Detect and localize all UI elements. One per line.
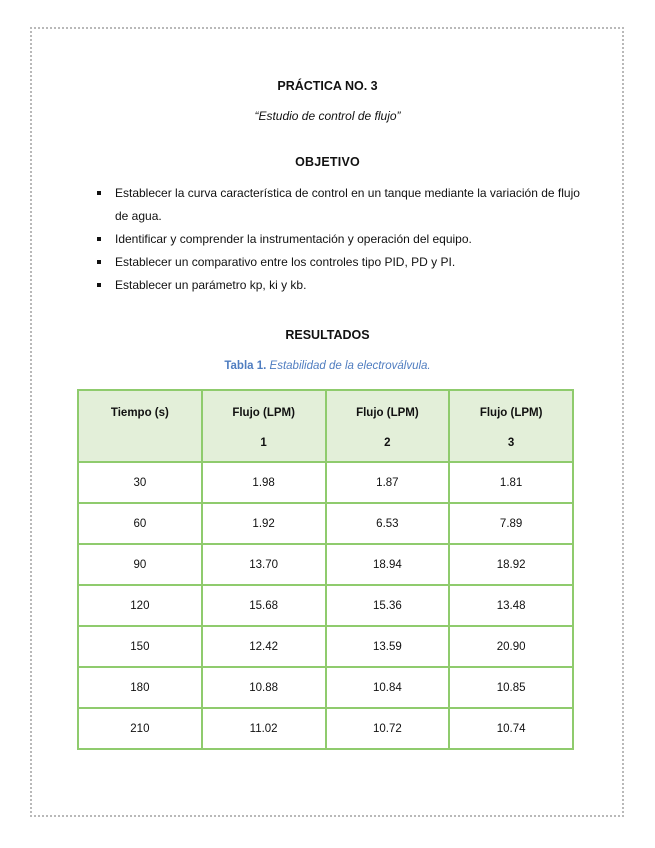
table-cell: 11.02 bbox=[202, 708, 326, 749]
table-cell: 15.68 bbox=[202, 585, 326, 626]
table-cell: 13.70 bbox=[202, 544, 326, 585]
table-cell: 18.94 bbox=[326, 544, 450, 585]
table-cell: 10.74 bbox=[449, 708, 573, 749]
practice-subtitle: “Estudio de control de flujo” bbox=[254, 109, 401, 123]
table-row bbox=[78, 708, 573, 749]
objective-heading: OBJETIVO bbox=[295, 155, 360, 169]
caption-text: Estabilidad de la electroválvula. bbox=[269, 360, 431, 372]
table-cell: 1.81 bbox=[449, 462, 573, 503]
table-cell: 18.92 bbox=[449, 544, 573, 585]
table-cell: 10.88 bbox=[202, 667, 326, 708]
table-cell: 90 bbox=[78, 544, 202, 585]
table-row bbox=[78, 667, 573, 708]
table-header-row bbox=[78, 390, 573, 462]
table-cell: 180 bbox=[78, 667, 202, 708]
objective-item: Establecer un parámetro kp, ki y kb. bbox=[96, 274, 586, 297]
table-cell: 1.87 bbox=[326, 462, 450, 503]
table-cell: 30 bbox=[78, 462, 202, 503]
results-table bbox=[77, 389, 574, 750]
table-cell: 1.98 bbox=[202, 462, 326, 503]
objective-item: Identificar y comprender la instrumentación y operación del equipo. bbox=[96, 228, 586, 251]
table-row bbox=[78, 544, 573, 585]
table-cell: 120 bbox=[78, 585, 202, 626]
table-row bbox=[78, 503, 573, 544]
header-cell: Flujo (LPM) 1 bbox=[202, 390, 326, 462]
objective-item: Establecer un comparativo entre los controles tipo PID, PD y PI. bbox=[96, 251, 586, 274]
table-cell: 13.59 bbox=[326, 626, 450, 667]
table-cell: 10.84 bbox=[326, 667, 450, 708]
table-row bbox=[78, 585, 573, 626]
table-row bbox=[78, 462, 573, 503]
objectives-list bbox=[96, 182, 586, 297]
table-cell: 13.48 bbox=[449, 585, 573, 626]
header-cell: Flujo (LPM) 3 bbox=[449, 390, 573, 462]
table-cell: 10.85 bbox=[449, 667, 573, 708]
table-row bbox=[78, 626, 573, 667]
table-cell: 10.72 bbox=[326, 708, 450, 749]
table-cell: 12.42 bbox=[202, 626, 326, 667]
results-heading: RESULTADOS bbox=[285, 328, 370, 342]
table-cell: 7.89 bbox=[449, 503, 573, 544]
table-cell: 6.53 bbox=[326, 503, 450, 544]
table-cell: 15.36 bbox=[326, 585, 450, 626]
header-cell: Tiempo (s) bbox=[78, 390, 202, 462]
table-cell: 210 bbox=[78, 708, 202, 749]
table-cell: 1.92 bbox=[202, 503, 326, 544]
table-caption bbox=[0, 360, 655, 372]
header-cell: Flujo (LPM) 2 bbox=[326, 390, 450, 462]
objective-item: Establecer la curva característica de control en un tanque mediante la variación de flujo de agua. bbox=[96, 182, 586, 228]
table-cell: 60 bbox=[78, 503, 202, 544]
caption-label: Tabla 1. bbox=[224, 360, 267, 372]
table-cell: 20.90 bbox=[449, 626, 573, 667]
table-cell: 150 bbox=[78, 626, 202, 667]
practice-title: PRÁCTICA NO. 3 bbox=[277, 79, 378, 93]
